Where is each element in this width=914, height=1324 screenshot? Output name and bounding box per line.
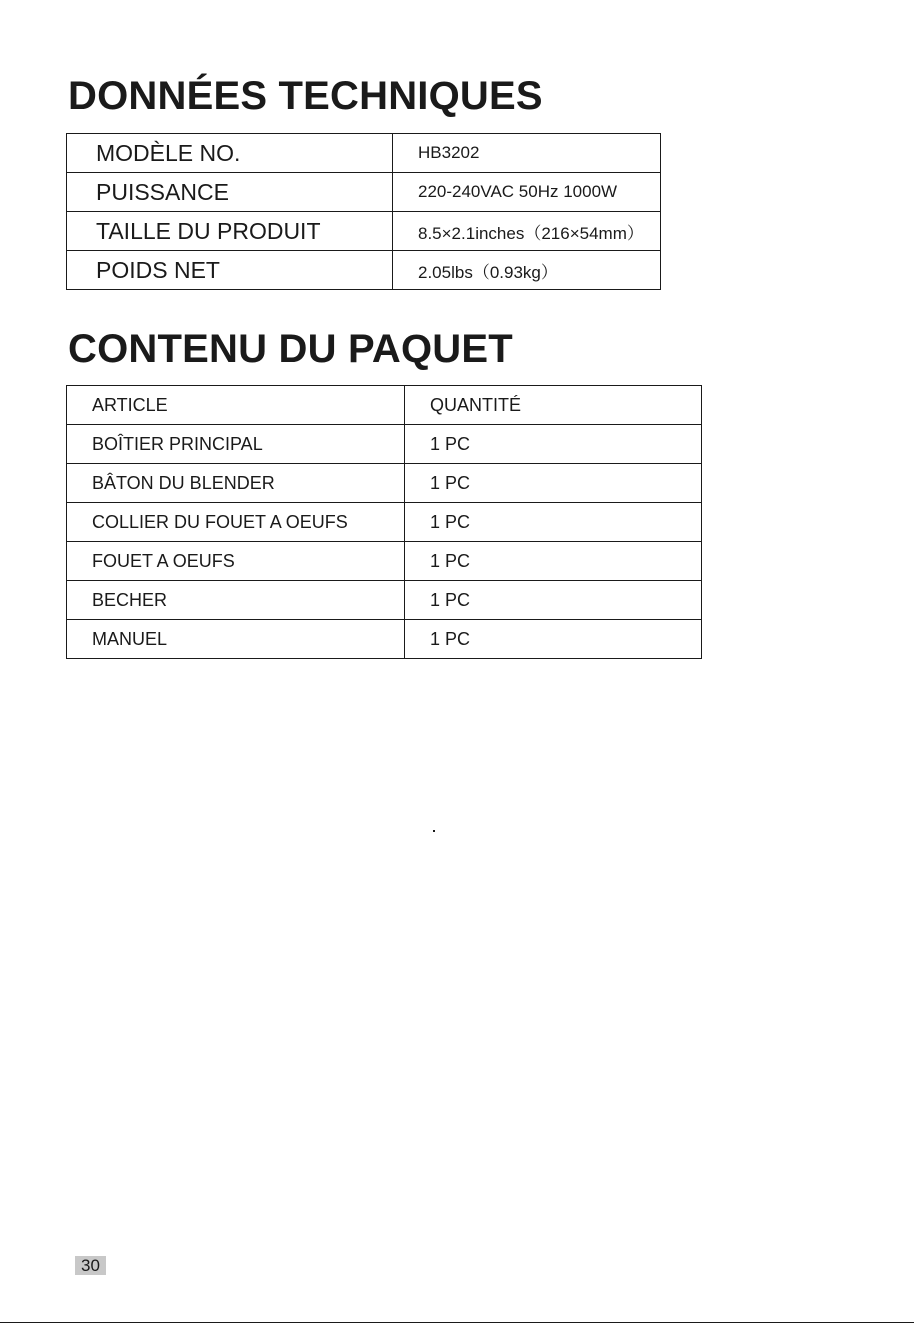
spec-value: 220-240VAC 50Hz 1000W — [393, 173, 661, 212]
column-header-qty: QUANTITÉ — [405, 386, 702, 425]
package-item: BÂTON DU BLENDER — [67, 464, 405, 503]
spec-value: 8.5×2.1inches（216×54mm） — [393, 212, 661, 251]
package-qty: 1 PC — [405, 581, 702, 620]
package-item: COLLIER DU FOUET A OEUFS — [67, 503, 405, 542]
table-row — [67, 581, 702, 620]
package-item: BOÎTIER PRINCIPAL — [67, 425, 405, 464]
package-title: CONTENU DU PAQUET — [68, 327, 513, 371]
package-qty: 1 PC — [405, 542, 702, 581]
specs-title: DONNÉES TECHNIQUES — [68, 74, 543, 118]
bottom-rule — [0, 1322, 914, 1323]
spec-value: HB3202 — [393, 134, 661, 173]
spec-label: POIDS NET — [67, 251, 393, 290]
package-qty: 1 PC — [405, 503, 702, 542]
table-row — [67, 464, 702, 503]
table-row — [67, 425, 702, 464]
page-number: 30 — [75, 1256, 106, 1275]
table-header-row — [67, 386, 702, 425]
package-item: BECHER — [67, 581, 405, 620]
table-row — [67, 503, 702, 542]
spec-label: PUISSANCE — [67, 173, 393, 212]
package-item: MANUEL — [67, 620, 405, 659]
table-row — [67, 620, 702, 659]
table-row — [67, 542, 702, 581]
package-item: FOUET A OEUFS — [67, 542, 405, 581]
package-qty: 1 PC — [405, 425, 702, 464]
table-row — [67, 212, 661, 251]
spec-value: 2.05lbs（0.93kg） — [393, 251, 661, 290]
table-row — [67, 251, 661, 290]
package-qty: 1 PC — [405, 620, 702, 659]
package-qty: 1 PC — [405, 464, 702, 503]
spec-label: TAILLE DU PRODUIT — [67, 212, 393, 251]
table-row — [67, 134, 661, 173]
column-header-item: ARTICLE — [67, 386, 405, 425]
table-row — [67, 173, 661, 212]
specs-table — [66, 133, 661, 290]
spec-label: MODÈLE NO. — [67, 134, 393, 173]
package-table — [66, 385, 702, 659]
stray-dot — [433, 830, 435, 832]
